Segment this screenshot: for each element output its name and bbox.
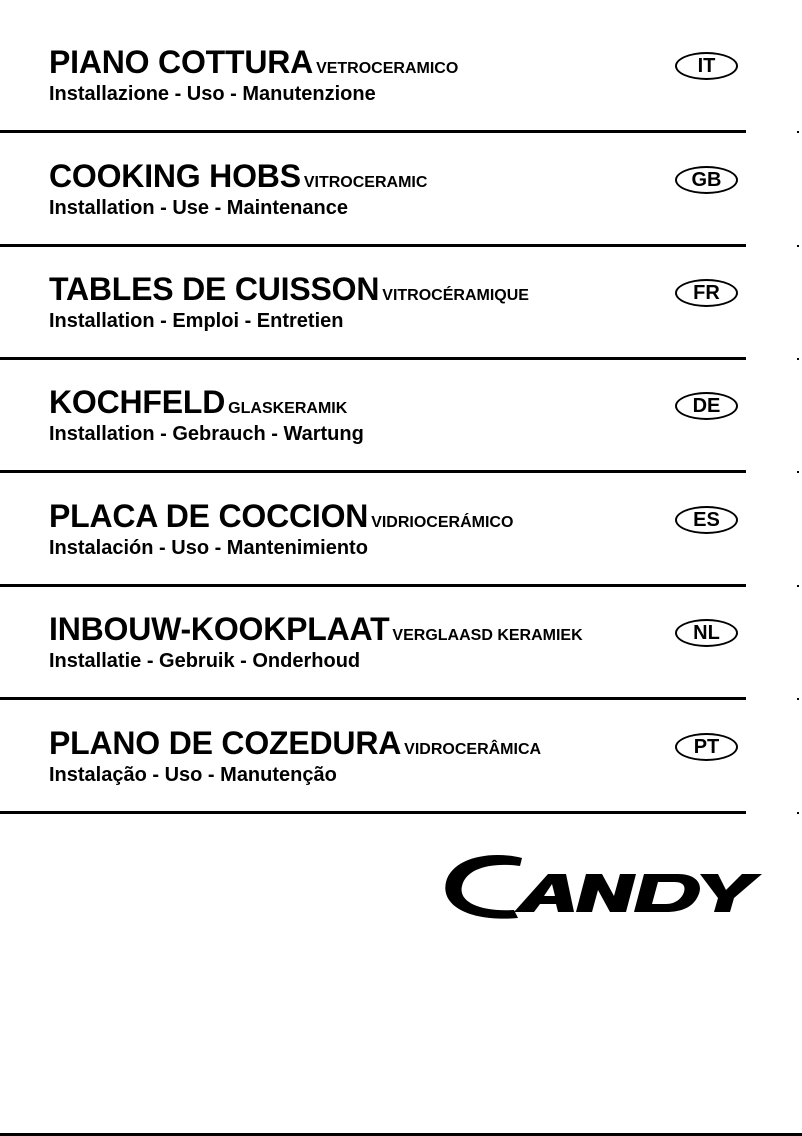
section-de — [0, 340, 746, 454]
product-title: INBOUW-KOOKPLAAT — [49, 611, 390, 647]
product-title: COOKING HOBS — [49, 158, 301, 194]
section-title — [49, 386, 347, 418]
product-type: GLASKERAMIK — [228, 400, 348, 417]
section-gb — [0, 114, 746, 228]
section-title — [49, 273, 529, 305]
product-title: PIANO COTTURA — [49, 44, 314, 80]
manual-contents: Installatie - Gebruik - Onderhoud — [49, 650, 361, 672]
section-title — [49, 500, 513, 532]
logo-letter-y — [700, 874, 762, 912]
product-type: VITROCÉRAMIQUE — [382, 287, 529, 304]
section-pt — [0, 681, 746, 795]
logo-letter-a — [514, 874, 574, 912]
language-badge-de: DE — [675, 392, 738, 420]
language-badge-nl: NL — [675, 619, 738, 647]
section-nl — [0, 567, 746, 681]
product-title: KOCHFELD — [49, 384, 226, 420]
language-badge-fr: FR — [675, 279, 738, 307]
manual-contents: Installation - Use - Maintenance — [49, 197, 348, 219]
divider — [0, 811, 746, 814]
product-title: PLANO DE COZEDURA — [49, 725, 402, 761]
margin-tick — [797, 585, 799, 587]
candy-logo — [444, 852, 762, 922]
manual-contents: Instalación - Uso - Mantenimiento — [49, 537, 368, 559]
manual-contents: Installazione - Uso - Manutenzione — [49, 83, 376, 105]
manual-contents: Instalação - Uso - Manutenção — [49, 764, 337, 786]
section-es — [0, 454, 746, 568]
language-badge-gb: GB — [675, 166, 738, 194]
manual-contents: Installation - Gebrauch - Wartung — [49, 423, 364, 445]
margin-tick — [797, 131, 799, 133]
product-title: TABLES DE CUISSON — [49, 271, 380, 307]
product-type: VETROCERAMICO — [316, 60, 459, 77]
margin-tick — [797, 812, 799, 814]
product-type: VIDRIOCERÁMICO — [371, 514, 514, 531]
section-it — [0, 0, 746, 114]
language-badge-it: IT — [675, 52, 738, 80]
logo-c-swoosh — [445, 855, 522, 919]
language-badge-es: ES — [675, 506, 738, 534]
section-title — [49, 160, 427, 192]
product-type: VERGLAASD KERAMIEK — [392, 627, 583, 644]
manual-contents: Installation - Emploi - Entretien — [49, 310, 344, 332]
margin-tick — [797, 245, 799, 247]
section-title — [49, 46, 458, 78]
margin-tick — [797, 358, 799, 360]
product-type: VITROCERAMIC — [303, 174, 428, 191]
product-title: PLACA DE COCCION — [49, 498, 369, 534]
section-fr — [0, 227, 746, 341]
margin-tick — [797, 471, 799, 473]
product-type: VIDROCERÂMICA — [404, 741, 542, 758]
section-title — [49, 727, 541, 759]
language-badge-pt: PT — [675, 733, 738, 761]
section-title — [49, 613, 583, 645]
margin-tick — [797, 698, 799, 700]
logo-letter-d — [634, 874, 700, 912]
logo-letter-n — [576, 874, 636, 912]
